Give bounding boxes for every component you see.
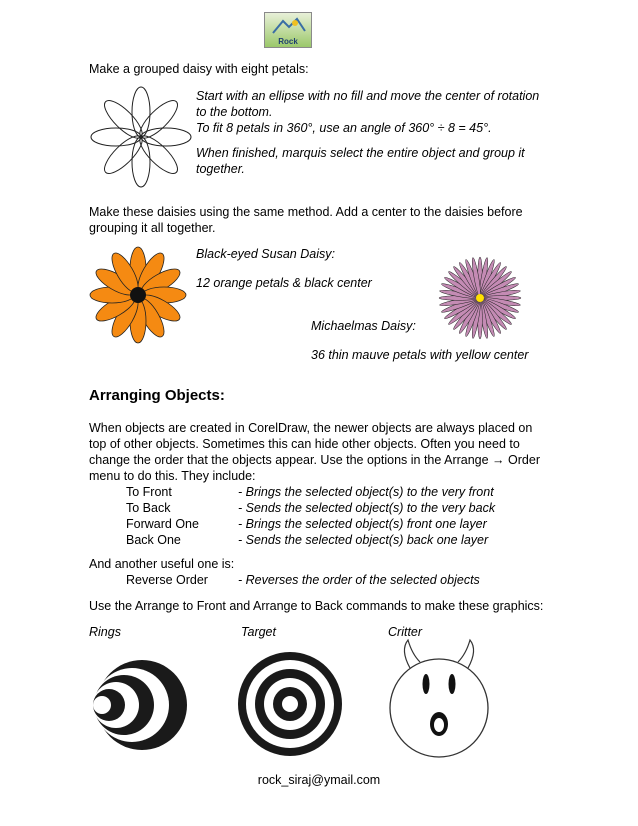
target-label: Target: [241, 625, 276, 639]
instruction-line: To fit 8 petals in 360°, use an angle of 360° ÷ 8 = 45°.: [196, 121, 492, 135]
arranging-paragraph-line: top of other objects. Sometimes this can hide other objects. Often you need to: [89, 437, 520, 451]
arrange-option-name: Forward One: [126, 517, 199, 531]
arrange-option: [126, 500, 495, 516]
grouped-daisy-figure: [88, 84, 194, 190]
michaelmas-title: Michaelmas Daisy:: [311, 319, 416, 333]
daisy-center: [130, 287, 146, 303]
logo-label: Rock: [278, 37, 298, 46]
another-useful-line: And another useful one is:: [89, 557, 235, 571]
arranging-paragraph-line: When objects are created in CorelDraw, the newer objects are always placed on: [89, 421, 533, 435]
target-graphic: [238, 652, 342, 756]
arranging-paragraph-line: change the order that the objects appear. Use the options in the Arrange → Order: [89, 453, 540, 467]
arrange-option: [126, 516, 487, 532]
arrange-option-name: Reverse Order: [126, 573, 208, 587]
arrange-option: [126, 484, 494, 500]
footer-email: rock_siraj@ymail.com: [257, 773, 381, 787]
black-eyed-title: Black-eyed Susan Daisy:: [196, 247, 335, 261]
instruction-line: When finished, marquis select the entire object and group it: [196, 146, 525, 160]
arrange-option-desc: - Sends the selected object(s) back one layer: [238, 533, 489, 547]
arrange-option-desc: - Reverses the order of the selected objects: [238, 573, 480, 587]
use-arrange-line: Use the Arrange to Front and Arrange to Back commands to make these graphics:: [89, 599, 544, 613]
arrange-option-desc: - Brings the selected object(s) to the very front: [238, 485, 494, 499]
rock-logo: [264, 12, 312, 48]
reverse-order-option: [126, 572, 480, 588]
michaelmas-desc: 36 thin mauve petals with yellow center: [311, 348, 529, 362]
daisies-intro: Make these daisies using the same method. Add a center to the daisies before: [89, 205, 523, 219]
arranging-heading: Arranging Objects:: [89, 387, 225, 404]
critter-graphic: [388, 636, 490, 760]
daisy-center: [476, 294, 484, 302]
daisy-intro: Make a grouped daisy with eight petals:: [89, 62, 309, 76]
arrange-option-name: To Back: [126, 501, 171, 515]
black-eyed-susan-figure: [88, 245, 188, 345]
logo-figure-icon: [265, 13, 311, 39]
arrange-option-name: To Front: [126, 485, 172, 499]
rings-graphic: [80, 660, 195, 750]
instruction-line: to the bottom.: [196, 105, 273, 119]
arrange-option: [126, 532, 488, 548]
arrange-option-desc: - Sends the selected object(s) to the very back: [238, 501, 496, 515]
daisies-intro: grouping it all together.: [89, 221, 216, 235]
instruction-line: Start with an ellipse with no fill and move the center of rotation: [196, 89, 540, 103]
instruction-line: together.: [196, 162, 245, 176]
arrange-option-name: Back One: [126, 533, 181, 547]
critter-label: Critter: [388, 625, 423, 639]
black-eyed-desc: 12 orange petals & black center: [196, 276, 372, 290]
michaelmas-daisy-figure: [436, 254, 524, 342]
arranging-paragraph-line: menu to do this. They include:: [89, 469, 256, 483]
rings-label: Rings: [89, 625, 121, 639]
arrange-option-desc: - Brings the selected object(s) front one layer: [238, 517, 487, 531]
